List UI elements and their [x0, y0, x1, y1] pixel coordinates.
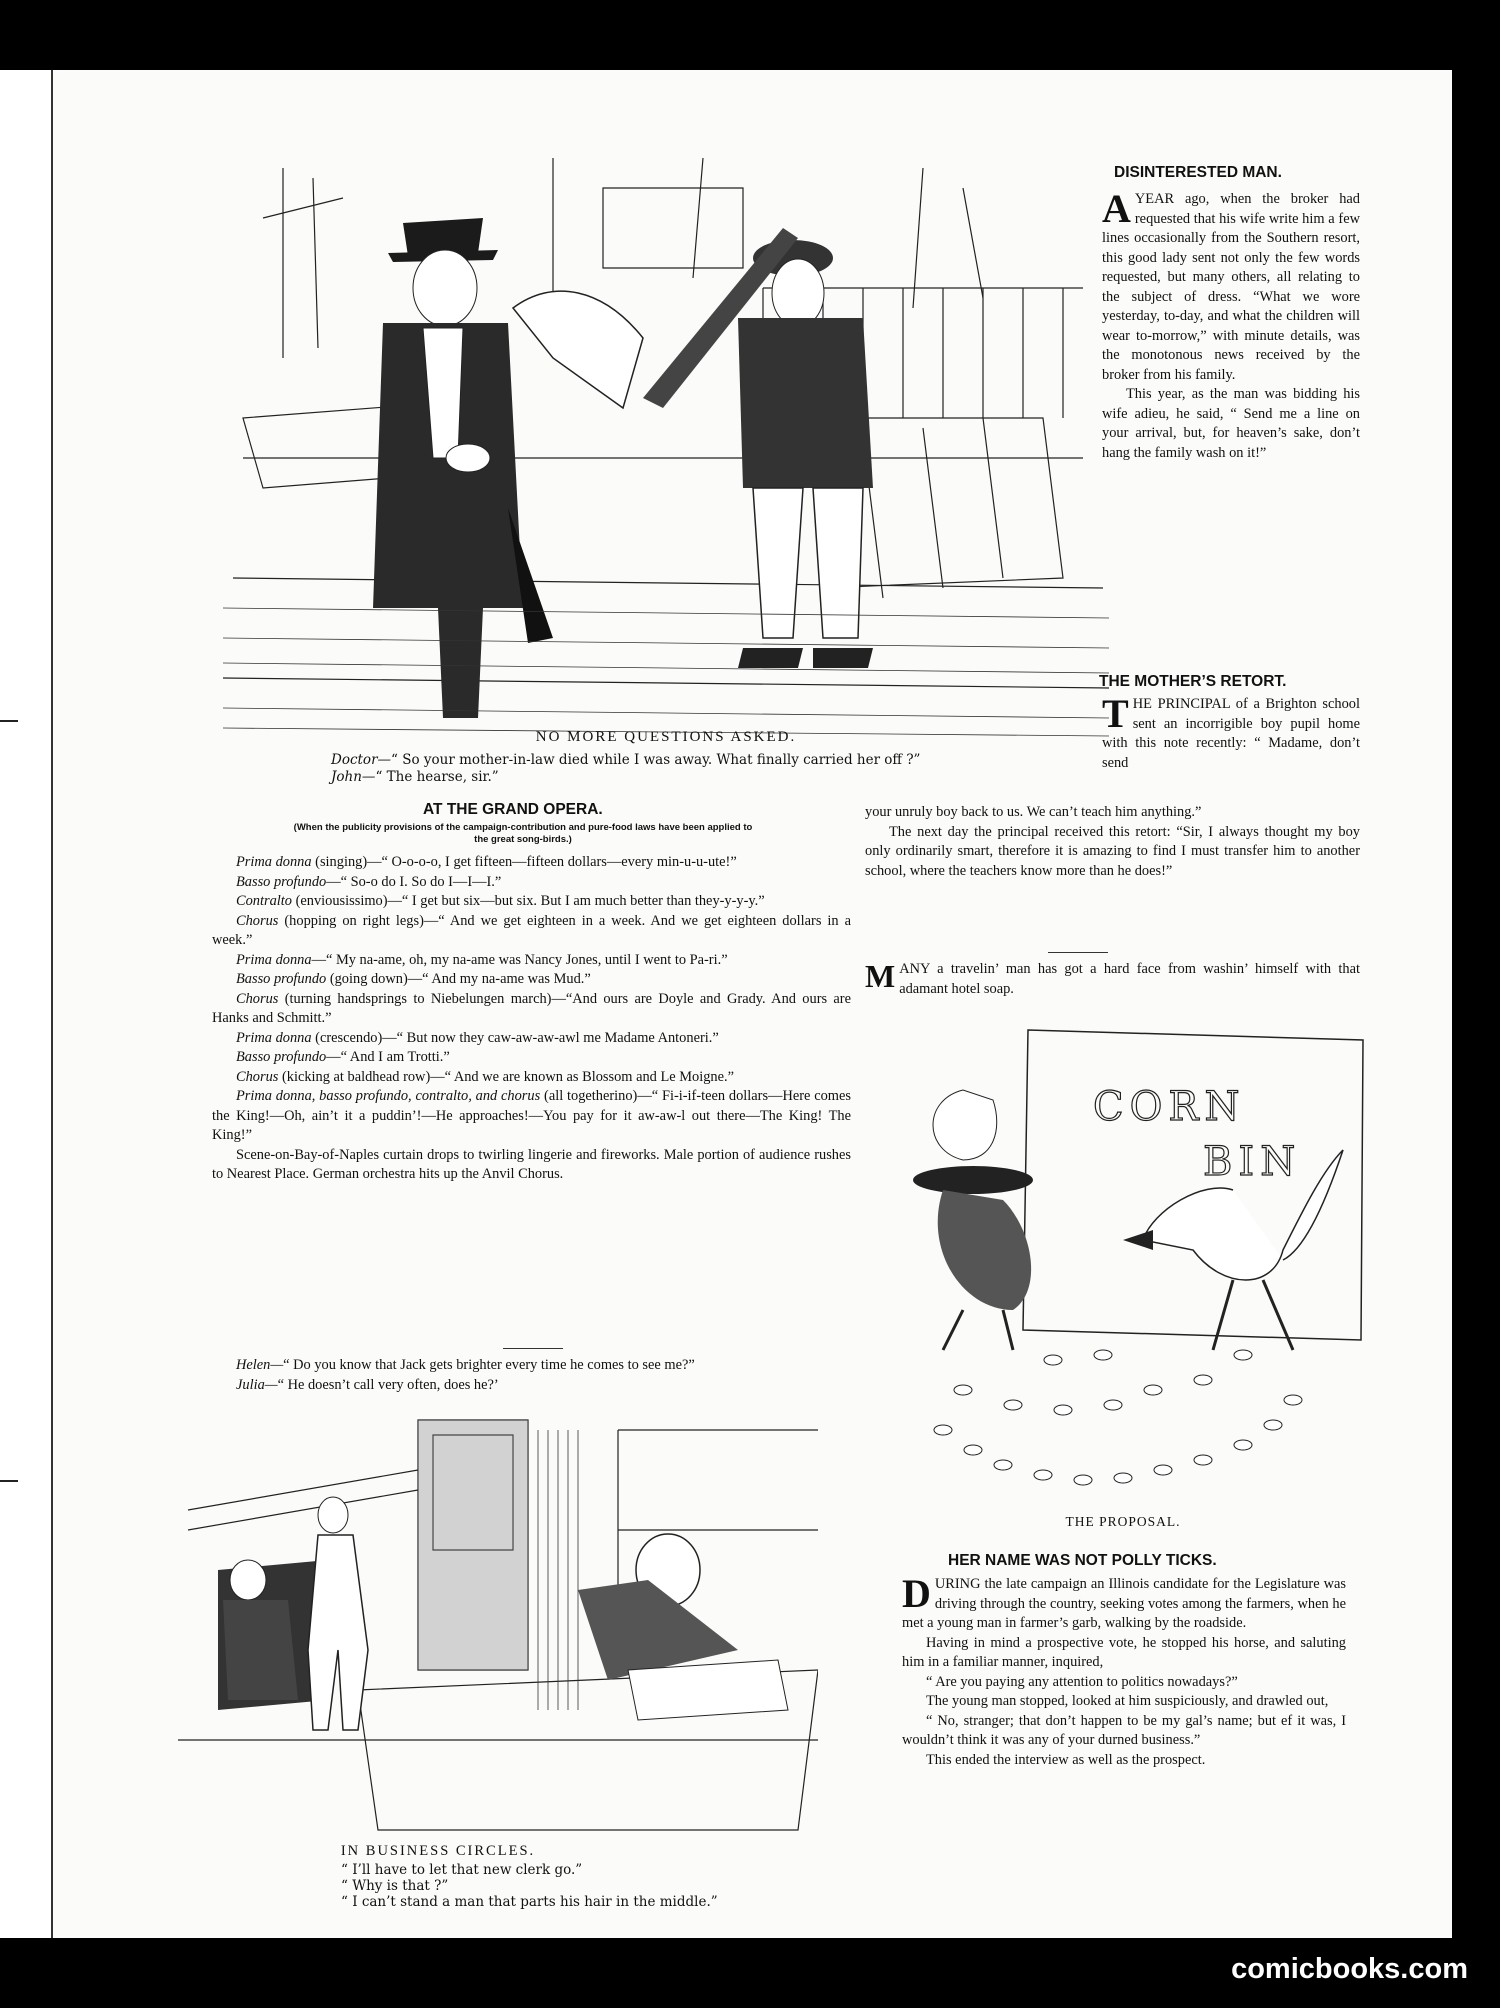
opera-article	[212, 853, 851, 1185]
mothers-retort-top	[1102, 695, 1360, 775]
opera-line	[212, 912, 851, 951]
scan-mark	[0, 1480, 18, 1482]
divider	[503, 1348, 563, 1349]
speaker-julia: Julia—	[236, 1376, 278, 1393]
speaker-doctor: Doctor—	[331, 752, 392, 768]
business-cartoon-title: IN BUSINESS CIRCLES.	[340, 1843, 536, 1859]
opera-text: (singing)—“ O-o-o-o, I get fifteen—fifteen dollars—every min-u-u-ute!”	[311, 854, 737, 870]
opera-speaker: Prima donna	[236, 951, 312, 968]
opera-speaker: Prima donna	[236, 854, 312, 870]
opera-text: —“ And I am Trotti.”	[326, 1049, 450, 1065]
opera-subhead: (When the publicity provisions of the campaign-contribution and pure-food laws have been applied to the great song-birds.)	[293, 822, 753, 845]
opera-text: Scene-on-Bay-of-Naples curtain drops to twirling lingerie and fireworks. Male portion of audience rushes to Nearest Place. German orchestra hits up the Anvil Chorus.	[212, 1146, 851, 1182]
proposal-caption: THE PROPOSAL.	[1065, 1514, 1181, 1529]
dropcap-a: A	[1102, 186, 1131, 231]
opera-speaker: Prima donna, basso profundo, contralto, and chorus	[236, 1088, 541, 1104]
polly-p2: Having in mind a prospective vote, he stopped his horse, and saluting him in a familiar manner, inquired,	[902, 1634, 1346, 1670]
top-cartoon-title: NO MORE QUESTIONS ASKED.	[535, 729, 797, 745]
julia-line	[212, 1376, 851, 1396]
opera-speaker: Chorus	[236, 1068, 279, 1085]
mothers-retort-body	[865, 803, 1360, 881]
opera-speaker: Basso profundo	[236, 1049, 327, 1065]
disinterested-p2: This year, as the man was bidding his wife adieu, he said, “ Send me a line on your arrival, but, for heaven’s sake, don’t hang the family wash on it!”	[1102, 386, 1360, 461]
mothers-retort-p1-top: HE PRINCIPAL of a Brighton school sent an incorrigible boy pupil home with this note recently: “ Madame, don’t send	[1102, 696, 1360, 771]
helen-julia-joke	[212, 1356, 851, 1395]
doctor-and-john-illustration	[223, 158, 1109, 740]
opera-text: (all togetherino)—“ Fi-i-if-teen dollars—Here comes the King!—Oh, ain’t it a puddin’!—He approaches!—You pay for it aw-aw-l out there—The King! The King!”	[212, 1088, 851, 1143]
opera-text: —“ So-o do I. So do I—I—I.”	[326, 873, 502, 890]
polly-p4: The young man stopped, looked at him suspiciously, and drawled out,	[926, 1693, 1329, 1709]
doctor-quote: “ So your mother-in-law died while I was away. What finally carried her off ?”	[391, 752, 921, 768]
business-office-illustration	[178, 1410, 818, 1840]
opera-heading: AT THE GRAND OPERA.	[423, 801, 603, 818]
opera-speaker: Prima donna	[236, 1029, 312, 1046]
speaker-john: John—	[331, 769, 376, 785]
top-cartoon-line-john	[331, 769, 499, 785]
business-line-1: “ I’ll have to let that new clerk go.”	[341, 1862, 583, 1878]
corn-sign: CORN	[1093, 1084, 1246, 1130]
dropcap-t: T	[1102, 695, 1129, 736]
julia-quote: “ He doesn’t call very often, does he?’	[277, 1376, 499, 1393]
mothers-retort-p1-cont: your unruly boy back to us. We can’t teach him anything.”	[865, 804, 1202, 820]
dropcap-m: M	[865, 958, 896, 994]
polly-p6: This ended the interview as well as the prospect.	[926, 1751, 1206, 1768]
polly-ticks-article	[902, 1571, 1346, 1770]
dropcap-d: D	[902, 1571, 931, 1616]
divider	[1048, 952, 1108, 953]
opera-text: (kicking at baldhead row)—“ And we are known as Blossom and Le Moigne.”	[278, 1068, 734, 1085]
opera-speaker: Chorus	[236, 912, 279, 929]
polly-p1: URING the late campaign an Illinois candidate for the Legislature was driving through the country, seeking votes among the farmers, when he met a young man in farmer’s garb, walking by the roadside.	[902, 1576, 1346, 1631]
opera-line	[212, 892, 851, 912]
opera-line	[212, 951, 851, 971]
opera-text: (crescendo)—“ But now they caw-aw-aw-awl me Madame Antoneri.”	[311, 1029, 719, 1046]
opera-line	[212, 1146, 851, 1185]
opera-line	[212, 1029, 851, 1049]
opera-line	[212, 1087, 851, 1146]
opera-speaker: Contralto	[236, 893, 292, 909]
page-gutter	[0, 70, 54, 1938]
magazine-page	[51, 70, 1452, 1938]
opera-speaker: Basso profundo	[236, 873, 327, 890]
helen-line	[212, 1356, 851, 1376]
opera-line	[212, 990, 851, 1029]
bin-sign: BIN	[1203, 1139, 1302, 1185]
opera-line	[212, 1048, 851, 1068]
speaker-helen: Helen—	[236, 1357, 284, 1373]
travelin-text: ANY a travelin’ man has got a hard face from washin’ himself with that adamant hotel soap.	[899, 961, 1360, 997]
proposal-illustration	[903, 1010, 1373, 1508]
opera-line	[212, 873, 851, 893]
opera-speaker: Chorus	[236, 990, 279, 1007]
scan-mark	[0, 720, 18, 722]
top-cartoon-line-doctor	[331, 752, 920, 768]
business-line-3: “ I can’t stand a man that parts his hair in the middle.”	[341, 1894, 718, 1910]
opera-line	[212, 970, 851, 990]
polly-p5: “ No, stranger; that don’t happen to be my gal’s name; but ef it was, I wouldn’t think it was any of your durned business.”	[902, 1712, 1346, 1748]
opera-speaker: Basso profundo	[236, 971, 327, 987]
disinterested-heading: DISINTERESTED MAN.	[1114, 164, 1282, 181]
opera-text: —“ My na-ame, oh, my na-ame was Nancy Jones, until I went to Pa-ri.”	[311, 951, 728, 968]
opera-text: (hopping on right legs)—“ And we get eighteen in a week. And we get eighteen dollars in a week.”	[212, 912, 851, 948]
opera-text: (turning handsprings to Niebelungen march)—“And ours are Doyle and Grady. And ours are Hanks and Schmitt.”	[212, 990, 851, 1026]
john-quote: “ The hearse, sir.”	[375, 769, 499, 785]
polly-p3: “ Are you paying any attention to politics nowadays?”	[926, 1673, 1238, 1690]
disinterested-p1: YEAR ago, when the broker had requested that his wife write him a few lines occasionally from the Southern resort, this good lady sent not only the few words requested, but many others, all relating to the subject of dress. “What we wore yesterday, to-day, and what the children will wear to-morrow,” with minute details, was the monotonous news received by the broker from his family.	[1102, 191, 1360, 383]
opera-text: (enviousissimo)—“ I get but six—but six. But I am much better than they-y-y-y.”	[291, 893, 765, 909]
mothers-retort-p2: The next day the principal received this retort: “Sir, I always thought my boy only ordinarily smart, therefore it is amazing to find I must transfer him to another school, where the teachers know more than he does!”	[865, 823, 1360, 879]
travelin-man-article	[865, 960, 1360, 999]
mothers-retort-heading: THE MOTHER’S RETORT.	[1099, 673, 1287, 690]
business-line-2: “ Why is that ?”	[341, 1878, 449, 1894]
opera-line	[212, 1068, 851, 1088]
opera-line	[212, 853, 851, 873]
helen-quote: “ Do you know that Jack gets brighter every time he comes to see me?”	[283, 1357, 695, 1373]
opera-text: (going down)—“ And my na-ame was Mud.”	[326, 971, 591, 987]
polly-ticks-heading: HER NAME WAS NOT POLLY TICKS.	[948, 1552, 1217, 1569]
site-watermark: comicbooks.com	[1231, 1953, 1468, 1985]
disinterested-article	[1102, 186, 1360, 463]
